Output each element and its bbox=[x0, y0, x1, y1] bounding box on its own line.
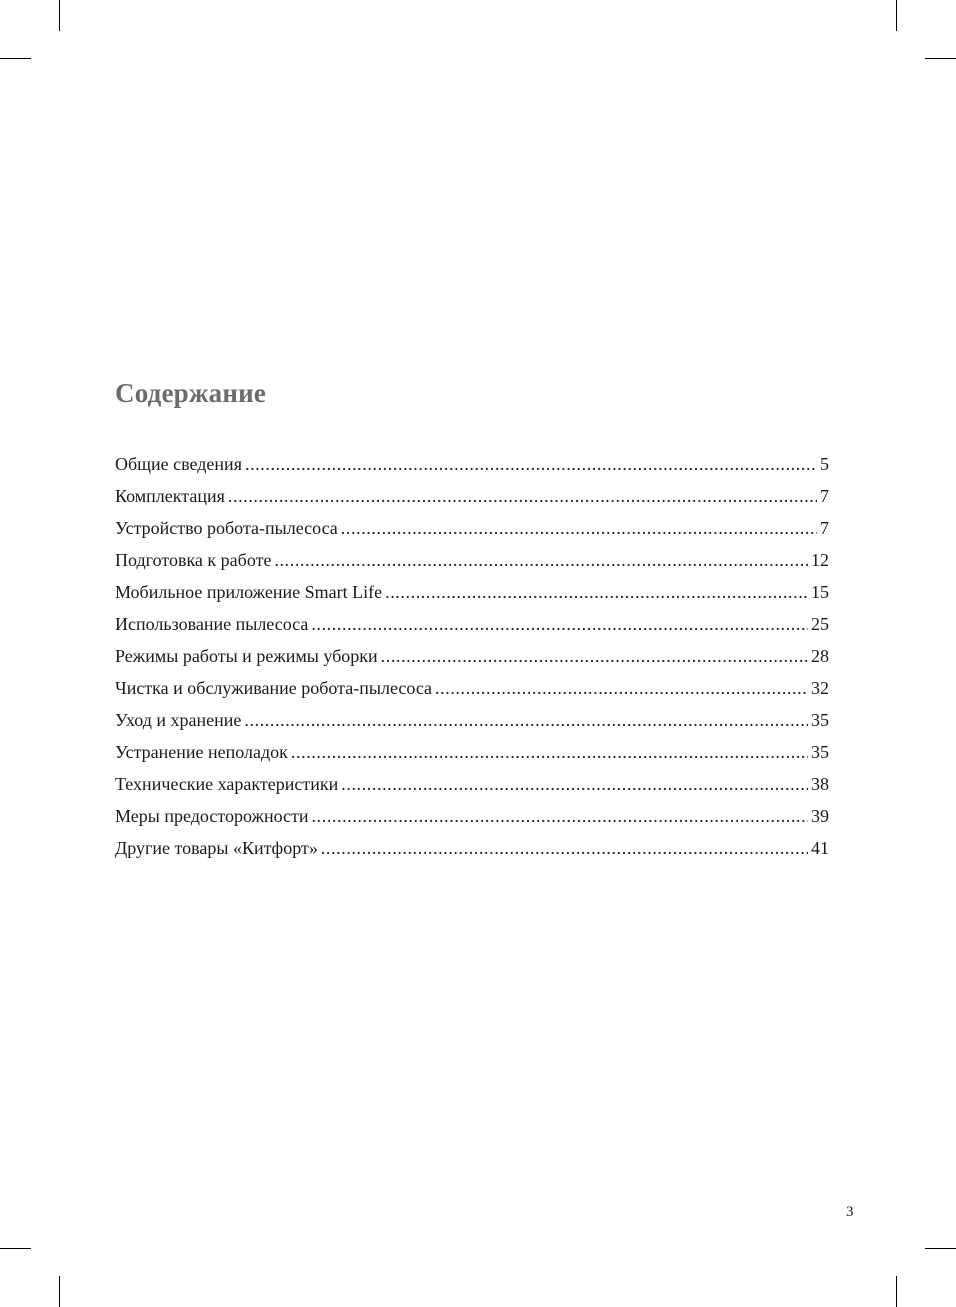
page-number: 3 bbox=[846, 1204, 854, 1220]
toc-entry-page: 35 bbox=[811, 710, 829, 730]
toc-entry-label: Общие сведения bbox=[115, 454, 242, 474]
toc-entry-label: Устройство робота-пылесоса bbox=[115, 518, 338, 538]
toc-entry[interactable] bbox=[115, 480, 829, 512]
toc-dot-leader bbox=[244, 704, 808, 736]
toc-dot-leader bbox=[435, 672, 808, 704]
crop-mark-bottom-left-horizontal bbox=[0, 1248, 31, 1249]
toc-entry-page: 32 bbox=[811, 678, 829, 698]
crop-mark-bottom-right-horizontal bbox=[925, 1248, 956, 1249]
toc-dot-leader bbox=[228, 480, 817, 512]
toc-entry[interactable] bbox=[115, 832, 829, 864]
toc-dot-leader bbox=[311, 608, 808, 640]
toc-entry[interactable] bbox=[115, 448, 829, 480]
toc-entry-page: 7 bbox=[820, 486, 829, 506]
toc-entry-label: Другие товары «Китфорт» bbox=[115, 838, 318, 858]
toc-entry[interactable] bbox=[115, 768, 829, 800]
toc-entry-page: 25 bbox=[811, 614, 829, 634]
toc-entry-label: Комплектация bbox=[115, 486, 225, 506]
crop-mark-top-left-vertical bbox=[59, 0, 60, 31]
crop-mark-top-right-vertical bbox=[896, 0, 897, 31]
toc-entry-label: Уход и хранение bbox=[115, 710, 242, 730]
toc-dot-leader bbox=[245, 448, 817, 480]
toc-entry[interactable] bbox=[115, 608, 829, 640]
toc-entry-page: 41 bbox=[811, 838, 829, 858]
toc-entry[interactable] bbox=[115, 576, 829, 608]
crop-mark-top-left-horizontal bbox=[0, 58, 31, 59]
toc-dot-leader bbox=[321, 832, 808, 864]
toc-dot-leader bbox=[291, 736, 808, 768]
toc-title: Содержание bbox=[115, 378, 267, 408]
toc-entry[interactable] bbox=[115, 800, 829, 832]
toc-list bbox=[115, 448, 829, 864]
toc-entry[interactable] bbox=[115, 640, 829, 672]
toc-entry-page: 38 bbox=[811, 774, 829, 794]
crop-mark-bottom-left-vertical bbox=[59, 1276, 60, 1307]
toc-entry-page: 7 bbox=[820, 518, 829, 538]
toc-entry-label: Использование пылесоса bbox=[115, 614, 309, 634]
toc-entry-label: Подготовка к работе bbox=[115, 550, 272, 570]
toc-entry-label: Режимы работы и режимы уборки bbox=[115, 646, 378, 666]
crop-mark-bottom-right-vertical bbox=[896, 1276, 897, 1307]
toc-dot-leader bbox=[341, 512, 817, 544]
toc-dot-leader bbox=[385, 576, 808, 608]
crop-mark-top-right-horizontal bbox=[925, 58, 956, 59]
toc-entry-page: 35 bbox=[811, 742, 829, 762]
toc-entry-label: Технические характеристики bbox=[115, 774, 339, 794]
toc-entry[interactable] bbox=[115, 672, 829, 704]
toc-entry-page: 28 bbox=[811, 646, 829, 666]
toc-entry-label: Меры предосторожности bbox=[115, 806, 309, 826]
toc-entry-label: Устранение неполадок bbox=[115, 742, 288, 762]
toc-dot-leader bbox=[381, 640, 808, 672]
toc-dot-leader bbox=[312, 800, 808, 832]
toc-dot-leader bbox=[274, 544, 808, 576]
toc-entry-page: 15 bbox=[811, 582, 829, 602]
toc-entry-label: Чистка и обслуживание робота-пылесоса bbox=[115, 678, 433, 698]
toc-entry-page: 12 bbox=[811, 550, 829, 570]
toc-entry[interactable] bbox=[115, 704, 829, 736]
toc-entry-page: 39 bbox=[811, 806, 829, 826]
toc-entry[interactable] bbox=[115, 544, 829, 576]
toc-dot-leader bbox=[341, 768, 808, 800]
toc-entry[interactable] bbox=[115, 512, 829, 544]
toc-entry[interactable] bbox=[115, 736, 829, 768]
toc-entry-label: Мобильное приложение Smart Life bbox=[115, 582, 383, 602]
toc-entry-page: 5 bbox=[820, 454, 829, 474]
